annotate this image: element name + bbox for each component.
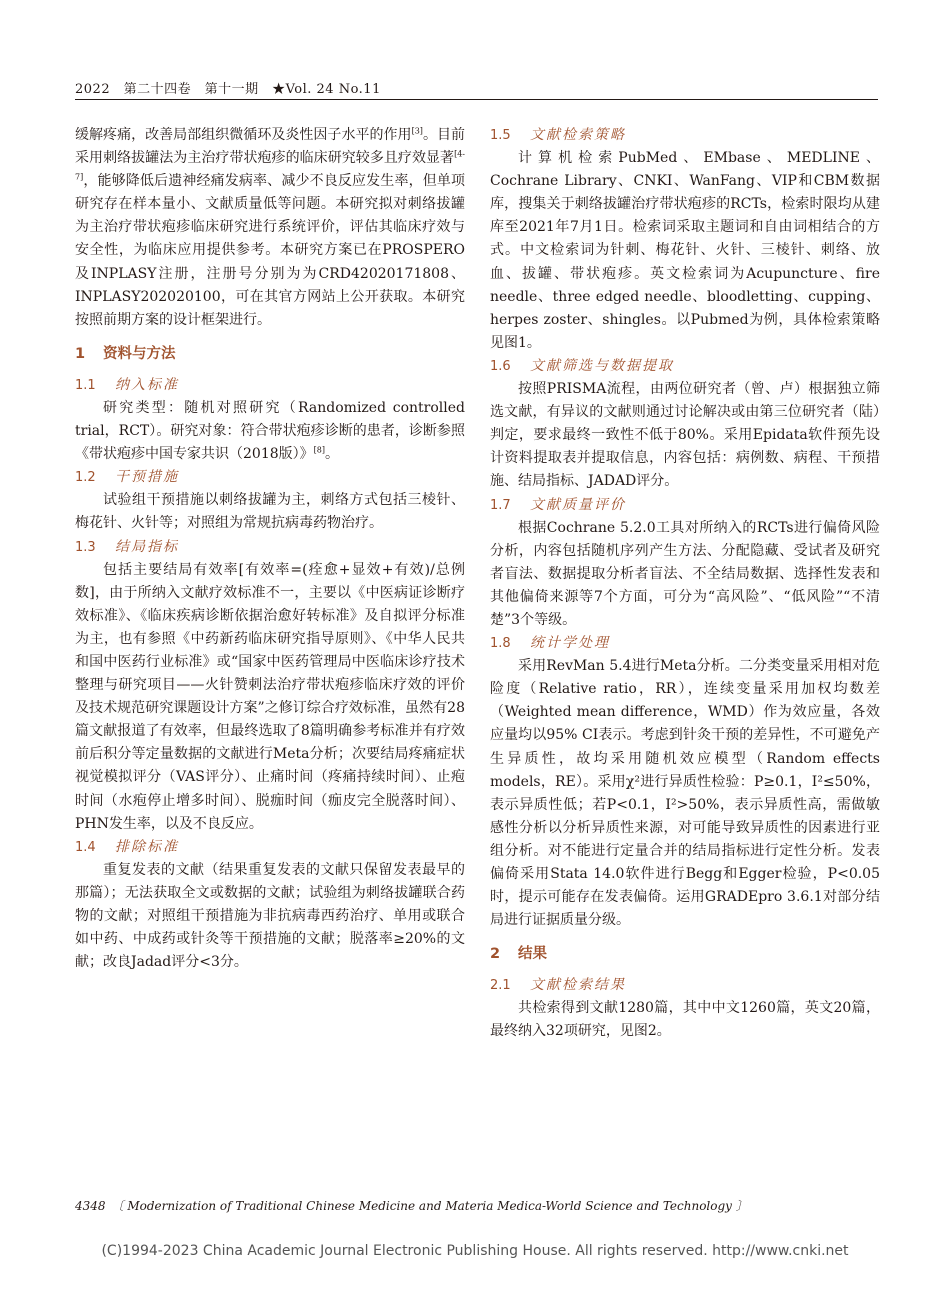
subsection-heading-1-5: 1.5 文献检索策略 xyxy=(490,127,626,143)
subsection-heading-1-6: 1.6 文献筛选与数据提取 xyxy=(490,357,674,374)
subsection-heading-1-7: 1.7 文献质量评价 xyxy=(490,496,626,513)
subsection-heading-1-1: 1.1 纳入标准 xyxy=(75,376,179,393)
subsection-heading-1-8: 1.8 统计学处理 xyxy=(490,635,610,652)
journal-footer: 4348 〔 Modernization of Traditional Chinese Medicine and Materia Medica-World Science and Technology 〕 xyxy=(75,1199,748,1213)
paragraph-outcomes: 包括主要结局有效率[有效率=(痊愈+显效+有效)/总例数]，由于所纳入文献疗效标准不一，主要以《中医病证诊断疗效标准》、《临床疾病诊断依据治愈好转标准》及自拟评分标准为主，也有参照《中药新药临床研究指导原则》、《中华人民共和国中医药行业标准》或“国家中医药管理局中医临床诊疗技术整理与研究项目——火针赞刺法治疗带状疱疹临床疗效的评价及技术规范研究课题设计方案”之修订综合疗效标准，虽然有28篇文献报道了有效率，但最终选取了8篇明确参考标准并有疗效前后积分等定量数据的文献进行Meta分析；次要结局疼痛症状视觉模拟评分（VAS评分）、止痛时间（疼痛持续时间）、止疱时间（水疱停止增多时间）、脱痂时间（痂皮完全脱落时间）、PHN发生率，以及不良反应。 xyxy=(75,561,465,832)
section-heading-2: 2 结果 xyxy=(490,946,547,963)
paragraph-search-results: 共检索得到文献1280篇，其中中文1260篇，英文20篇，最终纳入32项研究，见图2。 xyxy=(490,1000,880,1040)
section-heading-1: 1 资料与方法 xyxy=(75,345,176,362)
subsection-heading-1-4: 1.4 排除标准 xyxy=(75,838,179,855)
paragraph-exclusion: 重复发表的文献（结果重复发表的文献只保留发表最早的那篇）；无法获取全文或数据的文献；试验组为刺络拔罐联合药物的文献；对照组干预措施为非抗病毒西药治疗、单用或联合如中药、中成药或针灸等干预措施的文献；脱落率≥20%的文献；改良Jadad评分<3分。 xyxy=(75,861,465,971)
paragraph-statistics: 采用RevMan 5.4进行Meta分析。二分类变量采用相对危险度（Relative ratio，RR），连续变量采用加权均数差（Weighted mean difference，WMD）作为效应量，各效应量均以95% CI表示。考虑到针灸干预的差异性，不可避免产生异质性，故均采用随机效应模型（Random effects models，RE）。采用χ²进行异质性检验：P≥0.1，I²≤50%，表示异质性低；若P<0.1，I²>50%，表示异质性高，需做敏感性分析以分析异质性来源，对可能导致异质性的因素进行亚组分析。对不能进行定量合并的结局指标进行定性分析。发表偏倚采用Stata 14.0软件进行Begg和Egger检验，P<0.05时，提示可能存在发表偏倚。运用GRADEpro 3.6.1对部分结局进行证据质量分级。 xyxy=(490,658,880,929)
intro-paragraph: 缓解疼痛，改善局部组织微循环及炎性因子水平的作用[3]。目前采用刺络拔罐法为主治疗带状疱疹的临床研究较多且疗效显著[4-7]，能够降低后遗神经痛发病率、减少不良反应发生率，但单项研究存在样本量小、文献质量低等问题。本研究拟对刺络拔罐为主治疗带状疱疹临床研究进行系统评价，评估其临床疗效与安全性，为临床应用提供参考。本研究方案已在PROSPERO及INPLASY注册，注册号分别为为CRD42020171808、INPLASY202020100，可在其官方网站上公开获取。本研究按照前期方案的设计框架进行。 xyxy=(75,126,466,328)
paragraph-screening: 按照PRISMA流程，由两位研究者（曾、卢）根据独立筛选文献，有异议的文献则通过讨论解决或由第三位研究者（陆）判定，要求最终一致性不低于80%。采用Epidata软件预先设计资料提取表并提取信息，内容包括：病例数、病程、干预措施、结局指标、JADAD评分。 xyxy=(490,381,880,490)
copyright-notice: (C)1994-2023 China Academic Journal Electronic Publishing House. All rights reserved. http://www.cnki.net xyxy=(101,1243,849,1259)
left-column xyxy=(75,124,465,974)
paragraph-quality: 根据Cochrane 5.2.0工具对所纳入的RCTs进行偏倚风险分析，内容包括随机序列产生方法、分配隐藏、受试者及研究者盲法、数据提取分析者盲法、不全结局数据、选择性发表和其他偏倚来源等7个方面，可分为“高风险”、“低风险”“不清楚”3个等级。 xyxy=(490,519,880,628)
subsection-heading-2-1: 2.1 文献检索结果 xyxy=(490,977,626,994)
subsection-heading-1-2: 1.2 干预措施 xyxy=(75,469,179,486)
subsection-heading-1-3: 1.3 结局指标 xyxy=(75,538,179,555)
citation-ref: [8] xyxy=(313,445,325,455)
citation-ref: [4-7] xyxy=(75,149,465,182)
paragraph-search-strategy: 计算机检索PubMed、EMbase、MEDLINE、Cochrane Library、CNKI、WanFang、VIP和CBM数据库，搜集关于刺络拔罐治疗带状疱疹的RCTs，检索时限均从建库至2021年7月1日。检索词采取主题词和自由词相结合的方式。中文检索词为针刺、梅花针、火针、三棱针、刺络、放血、拔罐、带状疱疹。英文检索词为Acupuncture、fire needle、three edged needle、bloodletting、cupping、herpes zoster、shingles。以Pubmed为例，具体检索策略见图1。 xyxy=(490,150,880,351)
paragraph-intervention: 试验组干预措施以刺络拔罐为主，刺络方式包括三棱针、梅花针、火针等；对照组为常规抗病毒药物治疗。 xyxy=(75,492,465,532)
right-column xyxy=(490,124,880,1044)
header-rule xyxy=(75,99,878,100)
citation-ref: [3] xyxy=(411,126,423,136)
paragraph-inclusion: 研究类型：随机对照研究（Randomized controlled trial，RCT）。研究对象：符合带状疱疹诊断的患者，诊断参照《带状疱疹中国专家共识（2018版）》[8]。 xyxy=(75,399,465,463)
journal-header: 2022 第二十四卷 第十一期 ★Vol. 24 No.11 xyxy=(75,82,381,97)
